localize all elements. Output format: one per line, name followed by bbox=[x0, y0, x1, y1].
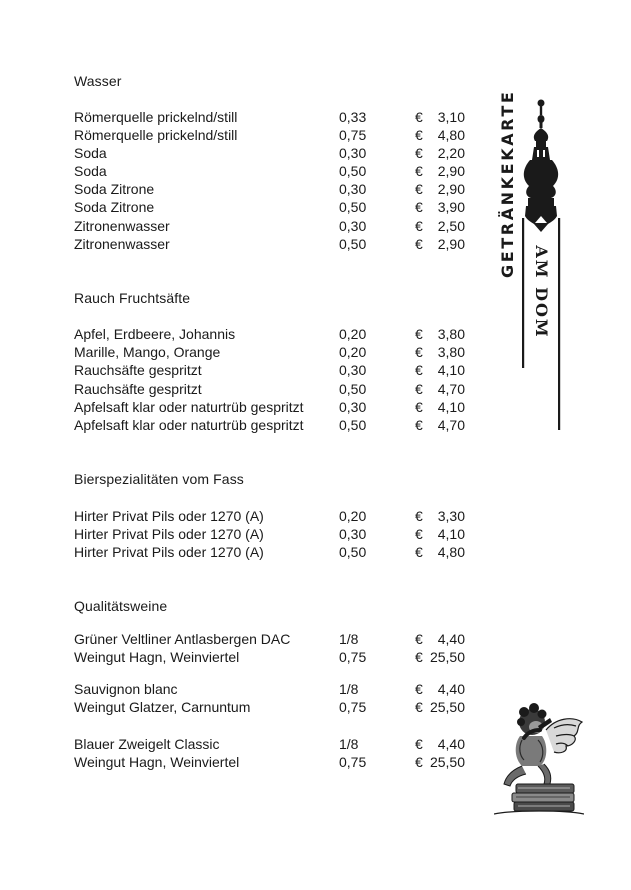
item-name: Marille, Mango, Orange bbox=[74, 344, 221, 360]
section-title-wasser: Wasser bbox=[74, 73, 122, 89]
item-size: 0,50 bbox=[339, 163, 367, 179]
menu-row bbox=[74, 630, 474, 648]
item-name: Soda Zitrone bbox=[74, 199, 155, 215]
currency-symbol: € bbox=[415, 109, 423, 125]
brand-title: GETRÄNKEKARTE bbox=[498, 89, 517, 278]
item-size: 0,50 bbox=[339, 236, 367, 252]
menu-row bbox=[74, 162, 474, 180]
item-name: Römerquelle prickelnd/still bbox=[74, 127, 238, 143]
item-price: 3,90 bbox=[437, 199, 465, 215]
item-price: 4,40 bbox=[437, 681, 465, 697]
item-size: 1/8 bbox=[339, 736, 359, 752]
currency-symbol: € bbox=[415, 381, 423, 397]
item-price: 3,80 bbox=[437, 344, 465, 360]
brand-subtitle: AM DOM bbox=[532, 245, 551, 339]
item-price: 4,70 bbox=[437, 381, 465, 397]
menu-row bbox=[74, 198, 474, 216]
item-price: 4,40 bbox=[437, 631, 465, 647]
item-name: Zitronenwasser bbox=[74, 218, 170, 234]
menu-row bbox=[74, 361, 474, 379]
menu-row bbox=[74, 144, 474, 162]
item-name: Soda Zitrone bbox=[74, 181, 155, 197]
menu-row bbox=[74, 680, 474, 698]
menu-row bbox=[74, 648, 474, 666]
menu-row bbox=[74, 525, 474, 543]
currency-symbol: € bbox=[415, 218, 423, 234]
item-price: 2,90 bbox=[437, 163, 465, 179]
item-size: 0,75 bbox=[339, 649, 367, 665]
item-price: 3,10 bbox=[437, 109, 465, 125]
item-size: 0,30 bbox=[339, 362, 367, 378]
item-name: Apfel, Erdbeere, Johannis bbox=[74, 326, 236, 342]
item-size: 0,30 bbox=[339, 218, 367, 234]
item-name: Sauvignon blanc bbox=[74, 681, 178, 697]
item-name: Soda bbox=[74, 163, 107, 179]
item-name: Soda bbox=[74, 145, 107, 161]
item-size: 1/8 bbox=[339, 631, 359, 647]
menu-row bbox=[74, 126, 474, 144]
menu-row bbox=[74, 180, 474, 198]
item-name: Apfelsaft klar oder naturtrüb gespritzt bbox=[74, 399, 304, 415]
item-name: Zitronenwasser bbox=[74, 236, 170, 252]
item-size: 0,50 bbox=[339, 417, 367, 433]
currency-symbol: € bbox=[415, 362, 423, 378]
item-size: 0,20 bbox=[339, 326, 367, 342]
menu-row bbox=[74, 698, 474, 716]
item-size: 0,50 bbox=[339, 381, 367, 397]
item-price: 4,80 bbox=[437, 127, 465, 143]
item-size: 0,75 bbox=[339, 127, 367, 143]
currency-symbol: € bbox=[415, 326, 423, 342]
item-price: 2,50 bbox=[437, 218, 465, 234]
item-name: Weingut Hagn, Weinviertel bbox=[74, 754, 240, 770]
menu-row bbox=[74, 108, 474, 126]
currency-symbol: € bbox=[415, 344, 423, 360]
item-size: 0,50 bbox=[339, 544, 367, 560]
item-price: 3,30 bbox=[437, 508, 465, 524]
item-name: Römerquelle prickelnd/still bbox=[74, 109, 238, 125]
menu-row bbox=[74, 217, 474, 235]
menu-row bbox=[74, 380, 474, 398]
cherub-illustration bbox=[494, 700, 584, 818]
currency-symbol: € bbox=[415, 631, 423, 647]
item-size: 0,30 bbox=[339, 145, 367, 161]
item-name: Blauer Zweigelt Classic bbox=[74, 736, 220, 752]
item-name: Hirter Privat Pils oder 1270 (A) bbox=[74, 526, 264, 542]
item-price: 4,10 bbox=[437, 399, 465, 415]
item-name: Hirter Privat Pils oder 1270 (A) bbox=[74, 508, 264, 524]
menu-row bbox=[74, 507, 474, 525]
menu-row bbox=[74, 416, 474, 434]
item-price: 3,80 bbox=[437, 326, 465, 342]
item-name: Rauchsäfte gespritzt bbox=[74, 381, 202, 397]
item-size: 0,75 bbox=[339, 699, 367, 715]
currency-symbol: € bbox=[415, 417, 423, 433]
item-name: Hirter Privat Pils oder 1270 (A) bbox=[74, 544, 264, 560]
item-price: 4,70 bbox=[437, 417, 465, 433]
currency-symbol: € bbox=[415, 127, 423, 143]
currency-symbol: € bbox=[415, 199, 423, 215]
section-title-weine: Qualitätsweine bbox=[74, 598, 168, 614]
item-size: 0,20 bbox=[339, 344, 367, 360]
item-name: Rauchsäfte gespritzt bbox=[74, 362, 202, 378]
item-price: 2,90 bbox=[437, 236, 465, 252]
item-size: 0,30 bbox=[339, 181, 367, 197]
section-title-bier: Bierspezialitäten vom Fass bbox=[74, 471, 244, 487]
menu-row bbox=[74, 753, 474, 771]
item-size: 0,30 bbox=[339, 526, 367, 542]
item-name: Weingut Hagn, Weinviertel bbox=[74, 649, 240, 665]
menu-row bbox=[74, 343, 474, 361]
item-price: 4,40 bbox=[437, 736, 465, 752]
menu-row bbox=[74, 735, 474, 753]
item-size: 1/8 bbox=[339, 681, 359, 697]
menu-row bbox=[74, 235, 474, 253]
currency-symbol: € bbox=[415, 544, 423, 560]
item-price: 2,90 bbox=[437, 181, 465, 197]
item-price: 2,20 bbox=[437, 145, 465, 161]
item-size: 0,20 bbox=[339, 508, 367, 524]
currency-symbol: € bbox=[415, 163, 423, 179]
currency-symbol: € bbox=[415, 681, 423, 697]
section-title-fruchtsaefte: Rauch Fruchtsäfte bbox=[74, 290, 191, 306]
currency-symbol: € bbox=[415, 526, 423, 542]
item-price: 25,50 bbox=[429, 754, 465, 770]
menu-row bbox=[74, 325, 474, 343]
item-price: 4,80 bbox=[437, 544, 465, 560]
currency-symbol: € bbox=[415, 736, 423, 752]
item-size: 0,75 bbox=[339, 754, 367, 770]
currency-symbol: € bbox=[415, 699, 423, 715]
item-price: 4,10 bbox=[437, 362, 465, 378]
currency-symbol: € bbox=[415, 236, 423, 252]
item-size: 0,30 bbox=[339, 399, 367, 415]
currency-symbol: € bbox=[415, 508, 423, 524]
item-size: 0,50 bbox=[339, 199, 367, 215]
menu-row bbox=[74, 543, 474, 561]
currency-symbol: € bbox=[415, 399, 423, 415]
item-name: Apfelsaft klar oder naturtrüb gespritzt bbox=[74, 417, 304, 433]
currency-symbol: € bbox=[415, 145, 423, 161]
currency-symbol: € bbox=[415, 649, 423, 665]
item-price: 4,10 bbox=[437, 526, 465, 542]
item-name: Grüner Veltliner Antlasbergen DAC bbox=[74, 631, 291, 647]
item-price: 25,50 bbox=[429, 699, 465, 715]
currency-symbol: € bbox=[415, 181, 423, 197]
item-size: 0,33 bbox=[339, 109, 367, 125]
item-price: 25,50 bbox=[429, 649, 465, 665]
currency-symbol: € bbox=[415, 754, 423, 770]
item-name: Weingut Glatzer, Carnuntum bbox=[74, 699, 251, 715]
menu-row bbox=[74, 398, 474, 416]
